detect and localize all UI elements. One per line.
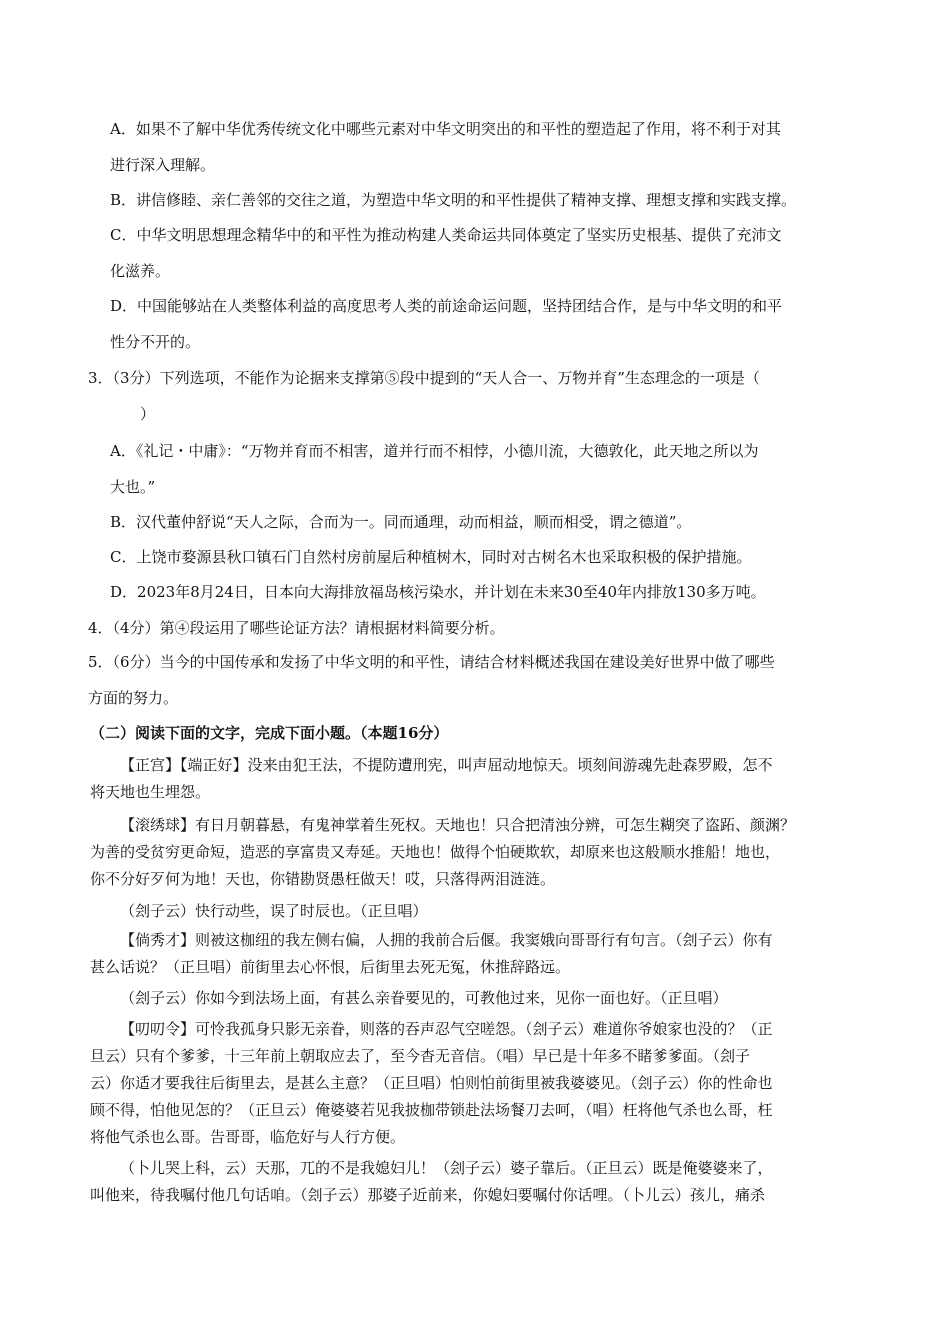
passage-line: 云）你适才要我往后街里去，是甚么主意？（正旦唱）怕则怕前街里被我婆婆见。（刽子云）你的性命也 xyxy=(90,1074,773,1092)
passage-line: 旦云）只有个爹爹，十三年前上朝取应去了，至今杳无音信。（唱）早已是十年多不睹爹爹面。（刽子 xyxy=(90,1047,751,1065)
q3-option-b: B．汉代董仲舒说“天人之际，合而为一。同而通理，动而相益，顺而相受，谓之德道”。 xyxy=(110,513,692,531)
passage-line: 【滚绣球】有日月朝暮悬，有鬼神掌着生死权。天地也！只合把清浊分辨，可怎生糊突了盗跖、颜渊？ xyxy=(120,816,796,834)
q2-option-a-line-1: A．如果不了解中华优秀传统文化中哪些元素对中华文明突出的和平性的塑造起了作用，将不利于对其 xyxy=(110,120,781,138)
q3-option-c: C．上饶市婺源县秋口镇石门自然村房前屋后种植树木，同时对古树名木也采取积极的保护措施。 xyxy=(110,548,752,566)
q3-stem-line-1: 3．（3分）下列选项，不能作为论据来支撑第⑤段中提到的“天人合一、万物并育”生态理念的一项是（ xyxy=(88,369,760,387)
passage-line: 顾不得，怕他见怎的？（正旦云）俺婆婆若见我披枷带锁赴法场餐刀去呵，（唱）枉将他气杀也么哥，枉 xyxy=(90,1101,773,1119)
passage-line: （刽子云）你如今到法场上面，有甚么亲眷要见的，可教他过来，见你一面也好。（正旦唱） xyxy=(120,989,728,1007)
q2-option-c-line-2: 化滋养。 xyxy=(110,262,171,280)
passage-line: （刽子云）快行动些，误了时辰也。（正旦唱） xyxy=(120,902,428,920)
passage-line: 将他气杀也么哥。告哥哥，临危好与人行方便。 xyxy=(90,1128,406,1146)
q2-option-c-line-1: C．中华文明思想理念精华中的和平性为推动构建人类命运共同体奠定了坚实历史根基、提供了充沛文 xyxy=(110,226,782,244)
section-2-heading: （二）阅读下面的文字，完成下面小题。（本题16分） xyxy=(90,724,449,742)
q3-option-a-line-2: 大也。” xyxy=(110,478,156,496)
q2-option-b: B．讲信修睦、亲仁善邻的交往之道，为塑造中华文明的和平性提供了精神支撑、理想支撑和实践支撑。 xyxy=(110,191,797,209)
q5-stem-line-2: 方面的努力。 xyxy=(88,689,179,707)
passage-line: 将天地也生埋怨。 xyxy=(90,783,211,801)
q2-option-d-line-2: 性分不开的。 xyxy=(110,333,201,351)
passage-line: 叫他来，待我嘱付他几句话咱。（刽子云）那婆子近前来，你媳妇要嘱付你话哩。（卜儿云）孩儿，痛杀 xyxy=(90,1186,766,1204)
passage-line: （卜儿哭上科，云）天那，兀的不是我媳妇儿！（刽子云）婆子靠后。（正旦云）既是俺婆婆来了， xyxy=(120,1159,773,1177)
q3-option-d: D．2023年8月24日，日本向大海排放福岛核污染水，并计划在未来30至40年内排放130多万吨。 xyxy=(110,583,766,601)
passage-line: 为善的受贫穷更命短，造恶的享富贵又寿延。天地也！做得个怕硬欺软，却原来也这般顺水推船！地也， xyxy=(90,843,781,861)
passage-line: 【正宫】【端正好】没来由犯王法，不提防遭刑宪，叫声屈动地惊天。顷刻间游魂先赴森罗殿，怎不 xyxy=(120,756,773,774)
q3-stem-line-2: ） xyxy=(140,405,156,423)
q3-option-a-line-1: A．《礼记・中庸》：“万物并育而不相害，道并行而不相悖，小德川流，大德敦化，此天地之所以为 xyxy=(110,442,759,460)
passage-line: 你不分好歹何为地！天也，你错勘贤愚枉做天！哎，只落得两泪涟涟。 xyxy=(90,870,556,888)
passage-line: 【叨叨令】可怜我孤身只影无亲眷，则落的吞声忍气空嗟怨。（刽子云）难道你爷娘家也没的？（正 xyxy=(120,1020,773,1038)
q2-option-d-line-1: D．中国能够站在人类整体利益的高度思考人类的前途命运问题，坚持团结合作，是与中华文明的和平 xyxy=(110,297,783,315)
q5-stem-line-1: 5．（6分）当今的中国传承和发扬了中华文明的和平性，请结合材料概述我国在建设美好世界中做了哪些 xyxy=(88,653,775,671)
q2-option-a-line-2: 进行深入理解。 xyxy=(110,156,216,174)
passage-line: 【倘秀才】则被这枷纽的我左侧右偏，人拥的我前合后偃。我窦娥向哥哥行有句言。（刽子云）你有 xyxy=(120,931,773,949)
q4-stem: 4．（4分）第④段运用了哪些论证方法？请根据材料简要分析。 xyxy=(88,619,505,637)
passage-line: 甚么话说？（正旦唱）前街里去心怀恨，后街里去死无冤，休推辞路远。 xyxy=(90,958,571,976)
